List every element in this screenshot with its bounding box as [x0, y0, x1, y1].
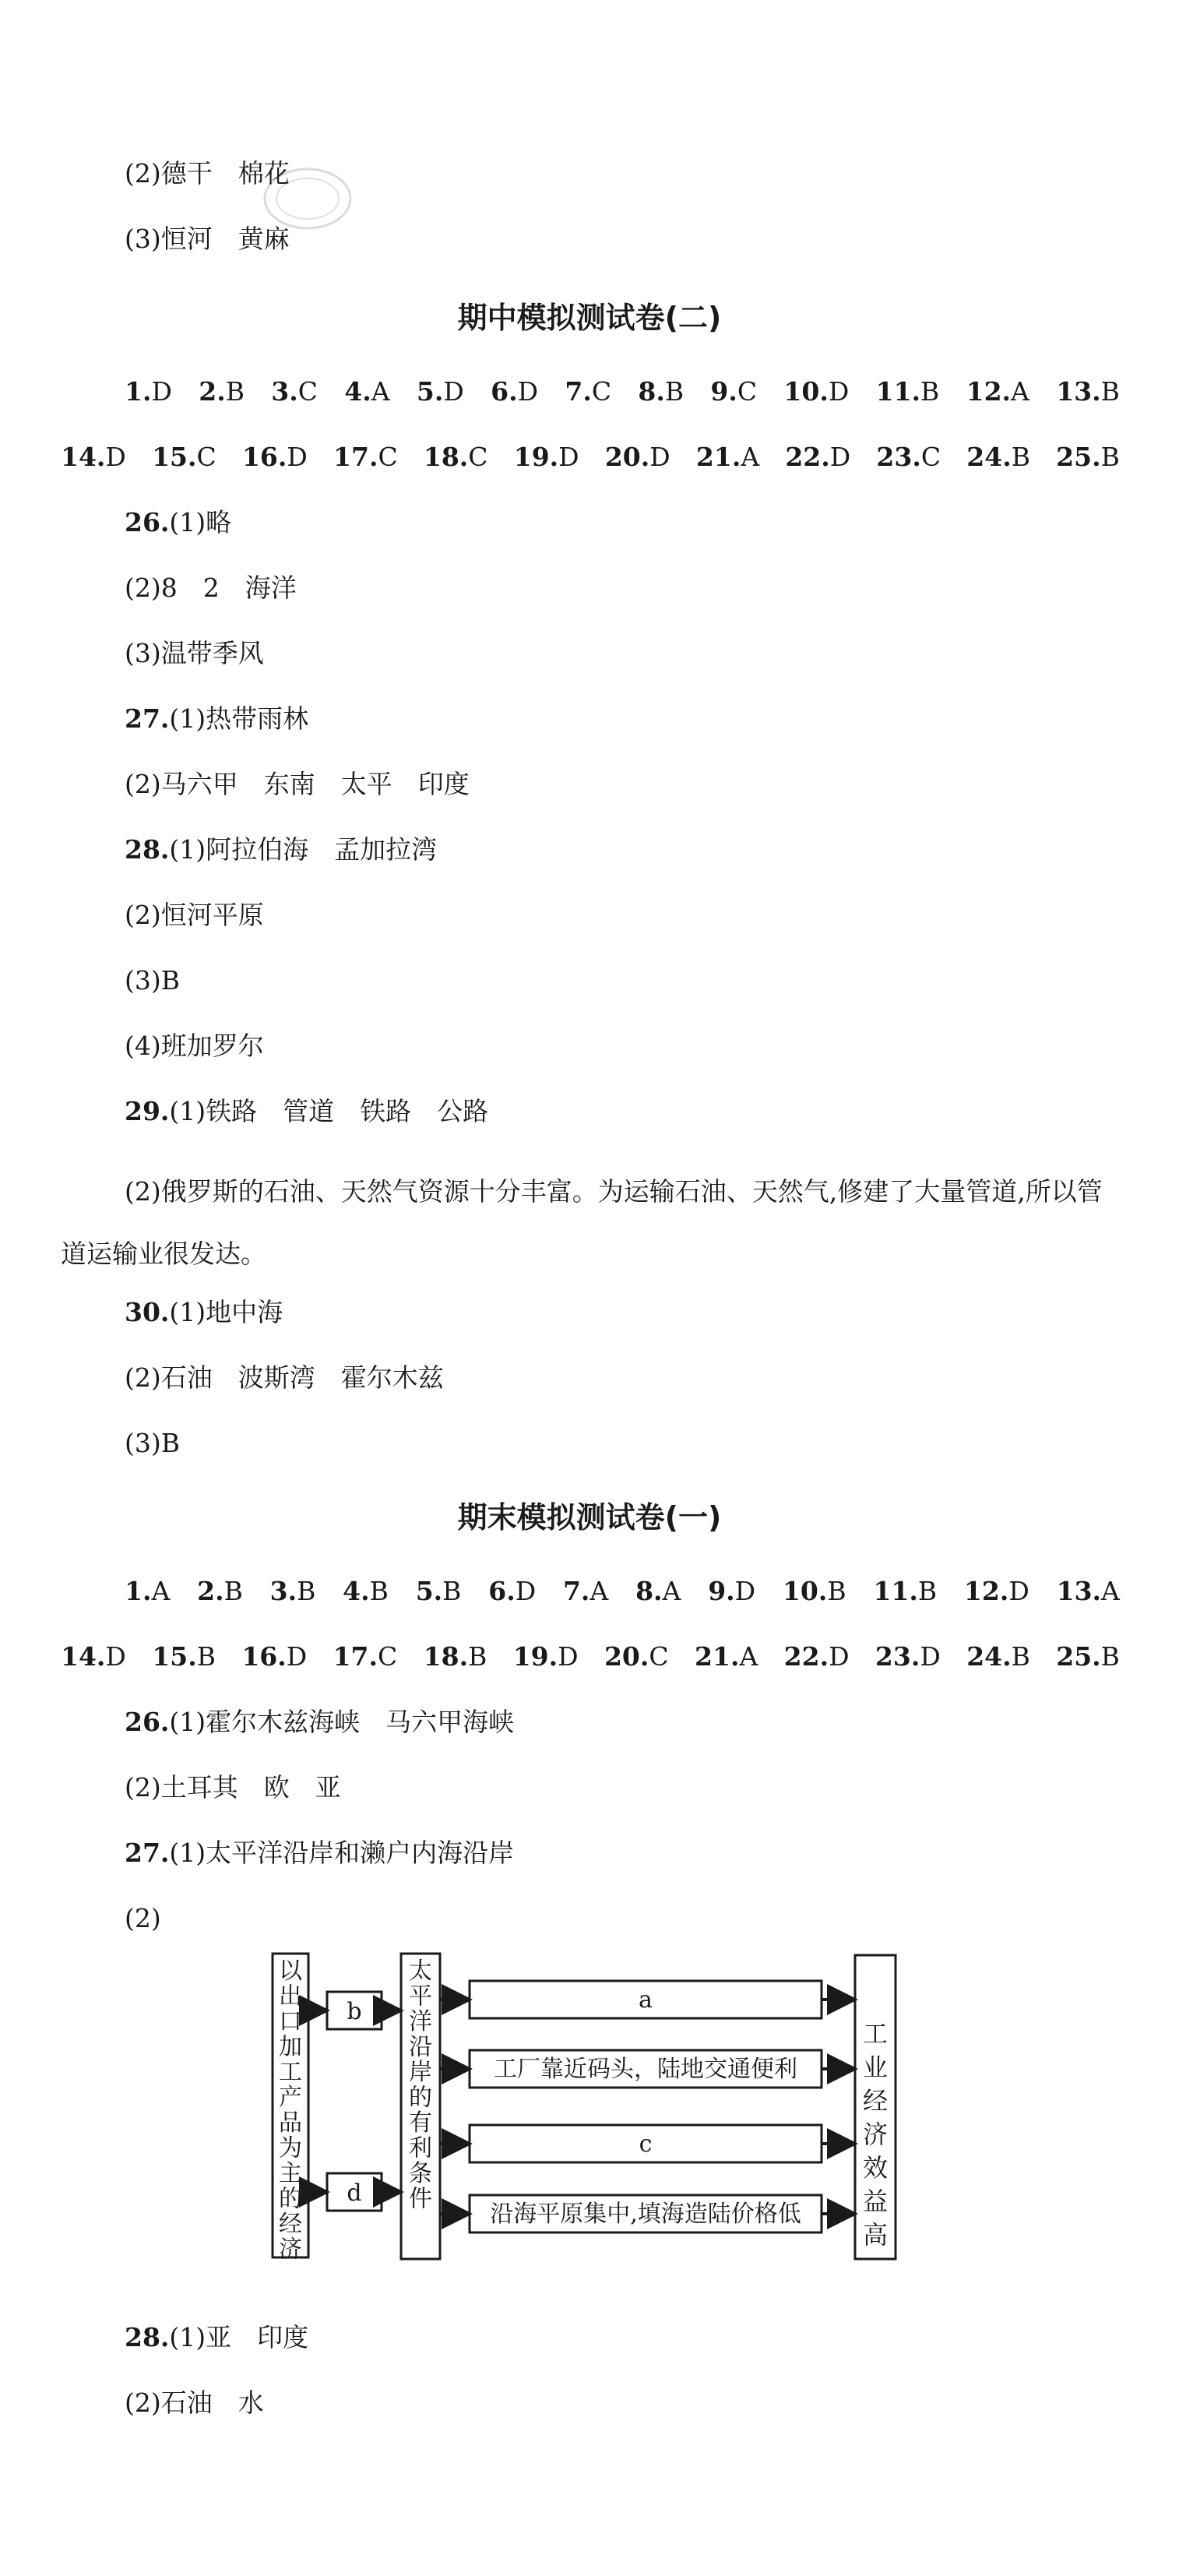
section-title: 期末模拟测试卷(一) [457, 1500, 722, 1535]
choice-answer: 15.C [152, 442, 216, 472]
choice-answer: 8.B [638, 376, 685, 407]
choice-answer: 14.D [61, 1641, 126, 1672]
answer-line: (2)石油 波斯湾 霍尔木兹 [125, 1362, 444, 1393]
answer-line: (3)B [125, 1428, 180, 1458]
choice-answer: 2.B [197, 1576, 243, 1606]
diagram-label-b: b [347, 1998, 362, 2025]
choice-answers-row [61, 438, 1120, 477]
diagram-middle-box-text: 太平洋沿岸的有利条件 [409, 1958, 432, 2213]
answer-line: (2)土耳其 欧 亚 [125, 1772, 341, 1802]
choice-answer: 5.D [416, 376, 464, 407]
diagram-row-text: c [639, 2130, 653, 2158]
choice-answer: 3.C [271, 376, 318, 407]
choice-answer: 23.C [876, 442, 941, 472]
answer-line: 28.(1)亚 印度 [125, 2322, 309, 2352]
choice-answer: 25.B [1056, 442, 1120, 472]
diagram-row-text: 沿海平原集中,填海造陆价格低 [490, 2201, 801, 2228]
choice-answer: 24.B [966, 442, 1030, 472]
answer-line: (2)恒河平原 [125, 900, 264, 930]
choice-answer: 24.B [966, 1641, 1030, 1672]
choice-answer: 21.A [695, 442, 760, 472]
answer-line: 27.(1)太平洋沿岸和濑户内海沿岸 [125, 1838, 515, 1868]
answer-paragraph: (2)俄罗斯的石油、天然气资源十分丰富。为运输石油、天然气,修建了大量管道,所以管道运输业很发达。 [61, 1176, 1103, 1269]
choice-answer: 18.B [423, 1641, 487, 1672]
answer-line: (2)马六甲 东南 太平 印度 [125, 769, 470, 799]
answer-line: 26.(1)霍尔木兹海峡 马六甲海峡 [125, 1707, 515, 1737]
choice-answer: 15.B [152, 1641, 216, 1672]
choice-answer: 3.B [269, 1576, 316, 1606]
choice-answer: 11.B [875, 376, 940, 407]
answer-line: (3)恒河 黄麻 [125, 224, 290, 254]
choice-answer: 1.A [125, 1576, 171, 1606]
answer-line: (2) [125, 1903, 161, 1933]
choice-answers-row [125, 372, 1120, 411]
choice-answer: 17.C [333, 442, 398, 472]
answer-line: 30.(1)地中海 [125, 1297, 283, 1327]
choice-answer: 20.C [604, 1641, 669, 1672]
choice-answer: 21.A [695, 1641, 758, 1672]
choice-answer: 25.B [1056, 1641, 1120, 1672]
choice-answer: 10.D [783, 376, 850, 407]
diagram-row-text: 工厂靠近码头，陆地交通便利 [494, 2056, 797, 2083]
choice-answer: 22.D [783, 1641, 850, 1672]
choice-answers-row [125, 1572, 1120, 1611]
choice-answer: 18.C [423, 442, 488, 472]
choice-answer: 19.D [512, 1641, 579, 1672]
answer-line: (2)8 2 海洋 [125, 573, 297, 603]
choice-answer: 19.D [513, 442, 579, 472]
choice-answer: 6.D [491, 376, 539, 407]
choice-answer: 7.C [565, 376, 612, 407]
diagram-left-box-text: 以出口加工产品为主的经济 [279, 1958, 302, 2264]
answer-line: (2)石油 水 [125, 2387, 264, 2418]
choice-answer: 11.B [873, 1576, 938, 1606]
answer-line: (2)德干 棉花 [125, 158, 290, 189]
choice-answer: 12.D [963, 1576, 1029, 1606]
choice-answer: 13.B [1056, 376, 1120, 407]
choice-answer: 1.D [125, 376, 172, 407]
choice-answer: 8.A [635, 1576, 681, 1606]
choice-answer: 23.D [875, 1641, 941, 1672]
choice-answer: 6.D [488, 1576, 537, 1606]
choice-answer: 9.C [710, 376, 758, 407]
choice-answers-row [61, 1637, 1120, 1676]
choice-answer: 9.D [708, 1576, 756, 1606]
diagram-label-d: d [347, 2180, 362, 2207]
diagram-right-box-text: 工业经济效益高 [862, 2019, 889, 2250]
answer-line: 26.(1)略 [125, 507, 232, 537]
choice-answer: 4.B [343, 1576, 389, 1606]
answer-line: 29.(1)铁路 管道 铁路 公路 [125, 1096, 489, 1126]
choice-answer: 16.D [241, 442, 308, 472]
choice-answer: 10.B [782, 1576, 846, 1606]
choice-answer: 14.D [61, 442, 126, 472]
choice-answer: 17.C [333, 1641, 398, 1672]
choice-answer: 2.B [199, 376, 245, 407]
choice-answer: 13.A [1056, 1576, 1120, 1606]
answer-line: 28.(1)阿拉伯海 孟加拉湾 [125, 834, 438, 865]
choice-answer: 7.A [562, 1576, 609, 1606]
choice-answer: 4.A [344, 376, 390, 407]
answer-line: 27.(1)热带雨林 [125, 703, 309, 734]
answer-line: (3)温带季风 [125, 638, 264, 668]
diagram-row-text: a [639, 1986, 653, 2014]
section-title: 期中模拟测试卷(二) [457, 301, 722, 335]
answer-line: (3)B [125, 965, 180, 996]
choice-answer: 22.D [785, 442, 851, 472]
choice-answer: 16.D [241, 1641, 308, 1672]
choice-answer: 12.A [966, 376, 1029, 407]
choice-answer: 20.D [604, 442, 670, 472]
answer-line: (4)班加罗尔 [125, 1031, 264, 1061]
choice-answer: 5.B [415, 1576, 462, 1606]
